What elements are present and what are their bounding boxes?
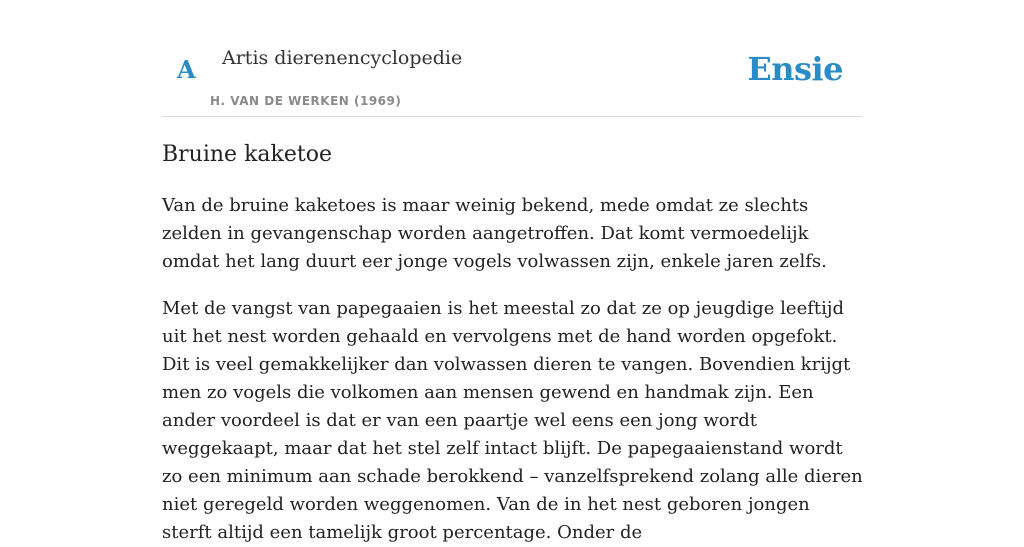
ensie-logo[interactable]: Ensie [747, 50, 843, 88]
book-logo-letter[interactable]: A [177, 55, 196, 84]
article-paragraph: Met de vangst van papegaaien is het meestal zo dat ze op jeugdige leeftijd uit het nest worden gehaald en vervolgens met de hand worden opgefokt. Dit is veel gemakkelijker dan volwassen dieren te vangen. Bovendien krijgt men zo vogels die volkomen aan mensen gewend en handmak zijn. Een ander voordeel is dat er van een paartje wel eens een jong wordt weggekaapt, maar dat het stel zelf intact blijft. De papegaaienstand wordt zo een minimum aan schade berokkend – vanzelfsprekend zolang alle dieren niet geregeld worden weggenomen. Van de in het nest geboren jongen sterft altijd een tamelijk groot percentage. Onder de [162, 298, 863, 543]
book-title[interactable]: Artis dierenencyclopedie [222, 47, 463, 69]
article-title: Bruine kaketoe [162, 142, 332, 167]
book-author: H. VAN DE WERKEN (1969) [210, 94, 402, 108]
page-header [162, 0, 862, 117]
article [162, 140, 864, 547]
article-paragraph: Van de bruine kaketoes is maar weinig bekend, mede omdat ze slechts zelden in gevangenschap worden aangetroffen. Dat komt vermoedelijk omdat het lang duurt eer jonge vogels volwassen zijn, enkele jaren zelfs. [162, 195, 827, 272]
